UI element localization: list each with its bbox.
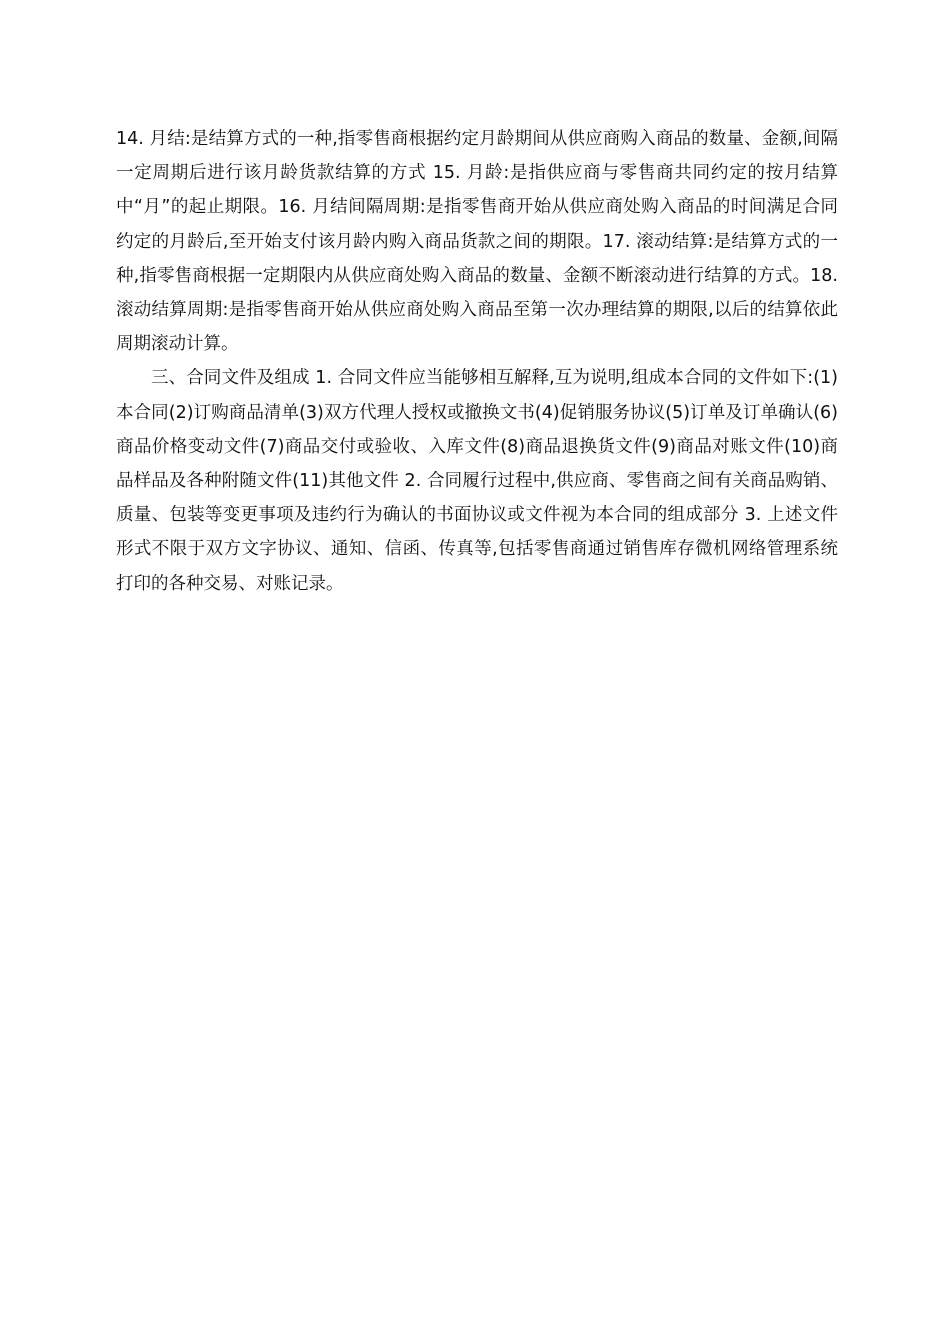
paragraph-contract-documents: 三、合同文件及组成 1. 合同文件应当能够相互解释,互为说明,组成本合同的文件如下:(1)本合同(2)订购商品清单(3)双方代理人授权或撤换文书(4)促销服务协议(5)订单及订单确认(6)商品价格变动文件(7)商品交付或验收、入库文件(8)商品退换货文件(9)商品对账文件(10)商品样品及各种附随文件(11)其他文件 2. 合同履行过程中,供应商、零售商之间有关商品购销、质量、包装等变更事项及违约行为确认的书面协议或文件视为本合同的组成部分 3. 上述文件形式不限于双方文字协议、通知、信函、传真等,包括零售商通过销售库存微机网络管理系统打印的各种交易、对账记录。 [116,368,838,594]
paragraph-settlement-definitions: 14. 月结:是结算方式的一种,指零售商根据约定月龄期间从供应商购入商品的数量、金额,间隔一定周期后进行该月龄货款结算的方式 15. 月龄:是指供应商与零售商共同约定的按月结算中“月”的起止期限。16. 月结间隔周期:是指零售商开始从供应商处购入商品的时间满足合同约定的月龄后,至开始支付该月龄内购入商品货款之间的期限。17. 滚动结算:是结算方式的一种,指零售商根据一定期限内从供应商处购入商品的数量、金额不断滚动进行结算的方式。18. 滚动结算周期:是指零售商开始从供应商处购入商品至第一次办理结算的期限,以后的结算依此周期滚动计算。 [116,129,838,355]
document-body [116,122,838,601]
